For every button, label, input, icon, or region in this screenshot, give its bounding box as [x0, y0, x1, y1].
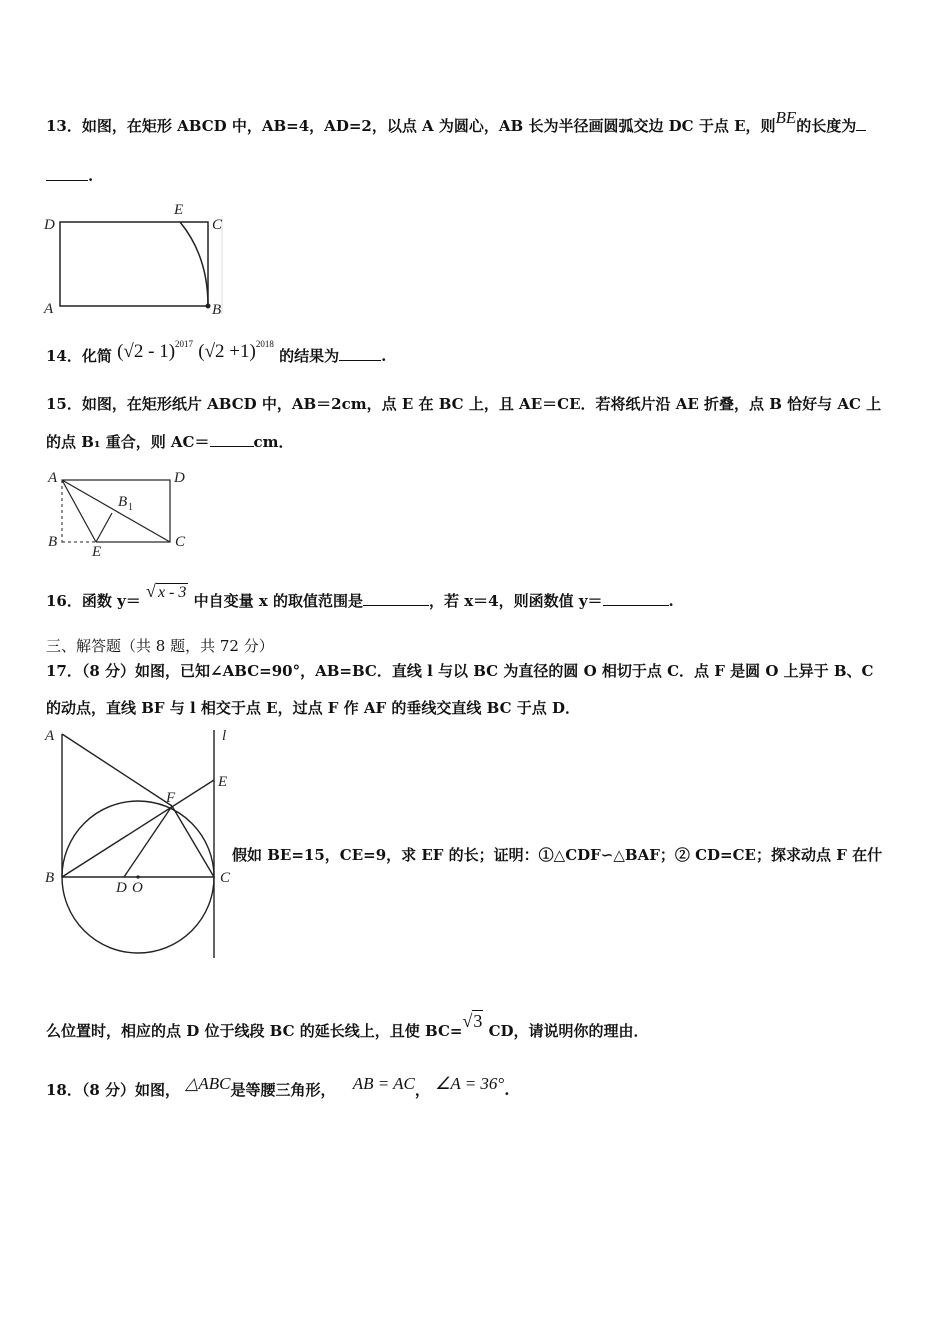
- q17-side: 假如 BE=15，CE=9，求 EF 的长；证明：①△CDF∽△BAF；② CD=CE；探求动点 F 在什: [232, 846, 883, 864]
- q14-prefix: 14．化简: [46, 347, 112, 365]
- q15-line2: [46, 432, 294, 452]
- q15-label-B1-sub: 1: [128, 502, 133, 513]
- q16-text-b: ，若 x＝4，则函数值 y＝: [429, 592, 603, 610]
- q14-blank: [339, 346, 381, 361]
- q14-suffix: 的结果为: [279, 347, 340, 365]
- q16-prefix: 16．函数 y＝: [46, 592, 141, 610]
- q18-comma: ，: [414, 1081, 430, 1099]
- section-title: 三、解答题（共 8 题，共 72 分）: [46, 637, 274, 655]
- q18-end: .: [504, 1081, 510, 1099]
- q17-text-3a: 么位置时，相应的点 D 位于线段 BC 的延长线上，且使 BC=: [46, 1022, 463, 1040]
- q17-label-O: O: [132, 880, 143, 896]
- q14-base1: (√2 - 1): [117, 341, 176, 362]
- q17-label-B: B: [45, 870, 55, 886]
- q17-line3: [46, 1011, 649, 1041]
- q17-line1: [46, 661, 873, 681]
- q15-figure: [40, 464, 200, 562]
- q16-line: [46, 581, 674, 612]
- q13-figure: [40, 196, 240, 320]
- q13-blank: [856, 116, 866, 131]
- q17-label-D: D: [116, 880, 127, 896]
- q15-text-2b: cm．: [253, 433, 294, 451]
- q13-label-D: D: [44, 217, 55, 233]
- q17-label-A: A: [45, 728, 55, 744]
- q13-line2: [46, 166, 93, 186]
- q17-text-2: 的动点，直线 BF 与 l 相交于点 E，过点 F 作 AF 的垂线交直线 BC 于点 D．: [46, 699, 580, 717]
- q16-sqrt: √ x - 3: [146, 581, 187, 601]
- q18-prefix: 18．（8 分）如图，: [46, 1081, 181, 1099]
- q17-label-F: F: [166, 790, 176, 806]
- q14-end: .: [381, 347, 387, 365]
- q13-blank-cont: [46, 166, 88, 181]
- q15-line1: [46, 394, 881, 414]
- q17-figure: [40, 726, 240, 960]
- q13-label-B: B: [212, 302, 222, 318]
- q15-text-2a: 的点 B₁ 重合，则 AC＝: [46, 433, 210, 451]
- q15-text-1: 15．如图，在矩形纸片 ABCD 中，AB＝2cm，点 E 在 BC 上，且 AE＝CE．若将纸片沿 AE 折叠，点 B 恰好与 AC 上: [46, 395, 882, 413]
- q17-text-1: 17．（8 分）如图，已知∠ABC=90°，AB=BC．直线 l 与以 BC 为直径的圆 O 相切于点 C．点 F 是圆 O 上异于 B、C: [46, 662, 874, 680]
- q14-exp2: 2018: [255, 339, 274, 349]
- q13-label-A: A: [44, 301, 54, 317]
- q15-label-D: D: [174, 470, 185, 486]
- q16-blank-1: [363, 591, 429, 606]
- q14-line: [46, 339, 387, 368]
- q13-arc-label: BE: [775, 108, 797, 127]
- q18-angle: ∠A = 36°: [435, 1074, 505, 1093]
- q15-label-B1: B: [118, 494, 128, 510]
- q18-text-a: 是等腰三角形，: [230, 1081, 336, 1099]
- q17-sqrt-val: 3: [473, 1011, 483, 1031]
- q16-end: .: [668, 592, 674, 610]
- q13-end: .: [88, 167, 94, 185]
- q16-text-a: 中自变量 x 的取值范围是: [193, 592, 363, 610]
- q13-text-a: 13．如图，在矩形 ABCD 中，AB=4，AD=2，以点 A 为圆心，AB 长为半径画圆弧交边 DC 于点 E，则: [46, 117, 776, 135]
- q17-side-text: [232, 845, 882, 865]
- q18-equation: AB = AC: [352, 1074, 415, 1093]
- q15-label-E: E: [92, 544, 102, 560]
- q13-line1: [46, 108, 866, 136]
- q13-label-C: C: [212, 217, 223, 233]
- q14-base2: (√2 +1): [198, 341, 256, 362]
- q13-label-E: E: [174, 202, 184, 218]
- q17-label-l: l: [222, 728, 227, 744]
- q14-exp1: 2017: [175, 339, 194, 349]
- q16-radicand: x - 3: [157, 584, 187, 601]
- q15-label-A: A: [48, 470, 58, 486]
- q17-line2: [46, 698, 580, 718]
- q16-blank-2: [603, 591, 669, 606]
- q15-label-B: B: [48, 534, 58, 550]
- q17-sqrt: √3: [462, 1011, 483, 1031]
- q18-triangle: △ABC: [185, 1074, 231, 1093]
- q17-text-3b: CD，请说明你的理由．: [488, 1022, 649, 1040]
- q18-line: [46, 1074, 510, 1100]
- q15-label-C: C: [175, 534, 186, 550]
- q13-text-b: 的长度为: [796, 117, 857, 135]
- q15-blank: [210, 432, 254, 447]
- q17-label-C: C: [220, 870, 231, 886]
- q17-label-E: E: [218, 774, 228, 790]
